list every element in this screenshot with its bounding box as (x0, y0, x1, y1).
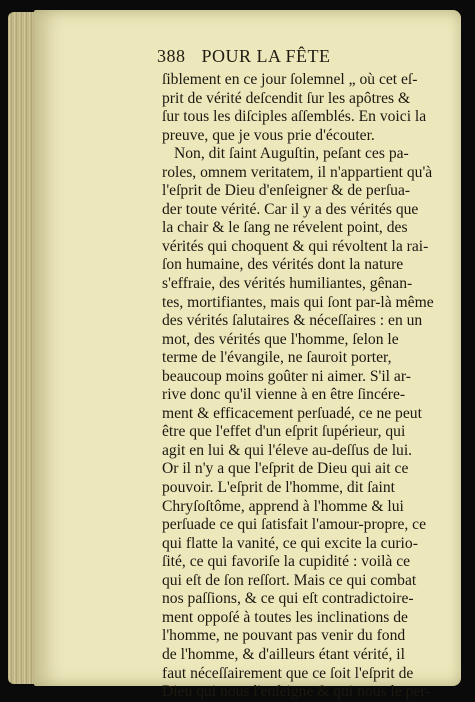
text-line: mot, des vérités que l'homme, ſelon le (162, 330, 399, 348)
text-line: roles, omnem veritatem, il n'appartient qu'à (162, 163, 433, 181)
text-line: de l'homme, & d'ailleurs étant vérité, il (162, 645, 405, 663)
text-line: Non, dit ſaint Auguſtin, peſant ces pa- (174, 145, 409, 163)
text-line: der toute vérité. Car il y a des vérités que (162, 200, 419, 218)
text-line: faut néceſſairement que ce ſoit l'eſprit de (162, 664, 414, 682)
text-line: ment oppoſé à toutes les inclinations de (162, 608, 408, 626)
text-line: l'eſprit de Dieu d'enſeigner & de perſua- (162, 182, 411, 200)
text-line: Dieu qui nous l'enſeigne & qui nous le per- (162, 683, 431, 701)
text-line: ſur tous les diſciples aſſemblés. En voici la (162, 108, 427, 126)
text-line: pouvoir. L'eſprit de l'homme, dit ſaint (162, 479, 395, 497)
running-header (157, 46, 447, 68)
text-line: la chair & le ſang ne révelent point, des (162, 219, 408, 237)
page-number: 388 (157, 46, 186, 66)
text-line: preuve, que je vous prie d'écouter. (162, 126, 375, 144)
text-line: ment & efficacement perſuadé, ce ne peut (162, 404, 422, 422)
text-line: agit en lui & qui l'éleve au-deſſus de lui. (162, 441, 413, 459)
text-line: terme de l'évangile, ne ſauroit porter, (162, 349, 392, 367)
text-line: beaucoup moins goûter ni aimer. S'il ar- (162, 367, 411, 385)
text-line: s'effraie, des vérités humiliantes, gênan- (162, 275, 413, 293)
text-line: qui flatte la vanité, ce qui excite la curio- (162, 534, 418, 552)
text-line: nos paſſions, & ce qui eſt contradictoire- (162, 590, 414, 608)
text-line: prit de vérité deſcendit ſur les apôtres & (162, 89, 411, 107)
text-line: vérités qui choquent & qui révoltent la rai- (162, 237, 429, 255)
text-line: perſuade ce qui ſatisfait l'amour-propre, ce (162, 516, 427, 534)
running-title: POUR LA FÊTE (201, 46, 331, 66)
text-line: ſité, ce qui favoriſe la cupidité : voilà ce (162, 553, 411, 571)
text-line: tes, mortifiantes, mais qui ſont par-là même (162, 293, 434, 311)
text-line: rive donc qu'il vienne à en être ſincére- (162, 386, 406, 404)
text-line: l'homme, ne pouvant pas venir du fond (162, 627, 406, 645)
text-line: Chryſoſtôme, apprend à l'homme & lui (162, 497, 404, 515)
text-line: ſiblement en ce jour ſolemnel „ où cet eſ- (162, 71, 418, 88)
text-line: qui eſt de ſon reſſort. Mais ce qui combat (162, 571, 417, 589)
text-line: ſon humaine, des vérités dont la nature (162, 256, 404, 274)
text-line: être que l'effet d'un eſprit ſupérieur, qui (162, 423, 406, 441)
text-line: Or il n'y a que l'eſprit de Dieu qui ait ce (162, 460, 409, 478)
body-text (162, 71, 447, 702)
text-line: des vérités ſalutaires & néceſſaires : en un (162, 312, 423, 330)
